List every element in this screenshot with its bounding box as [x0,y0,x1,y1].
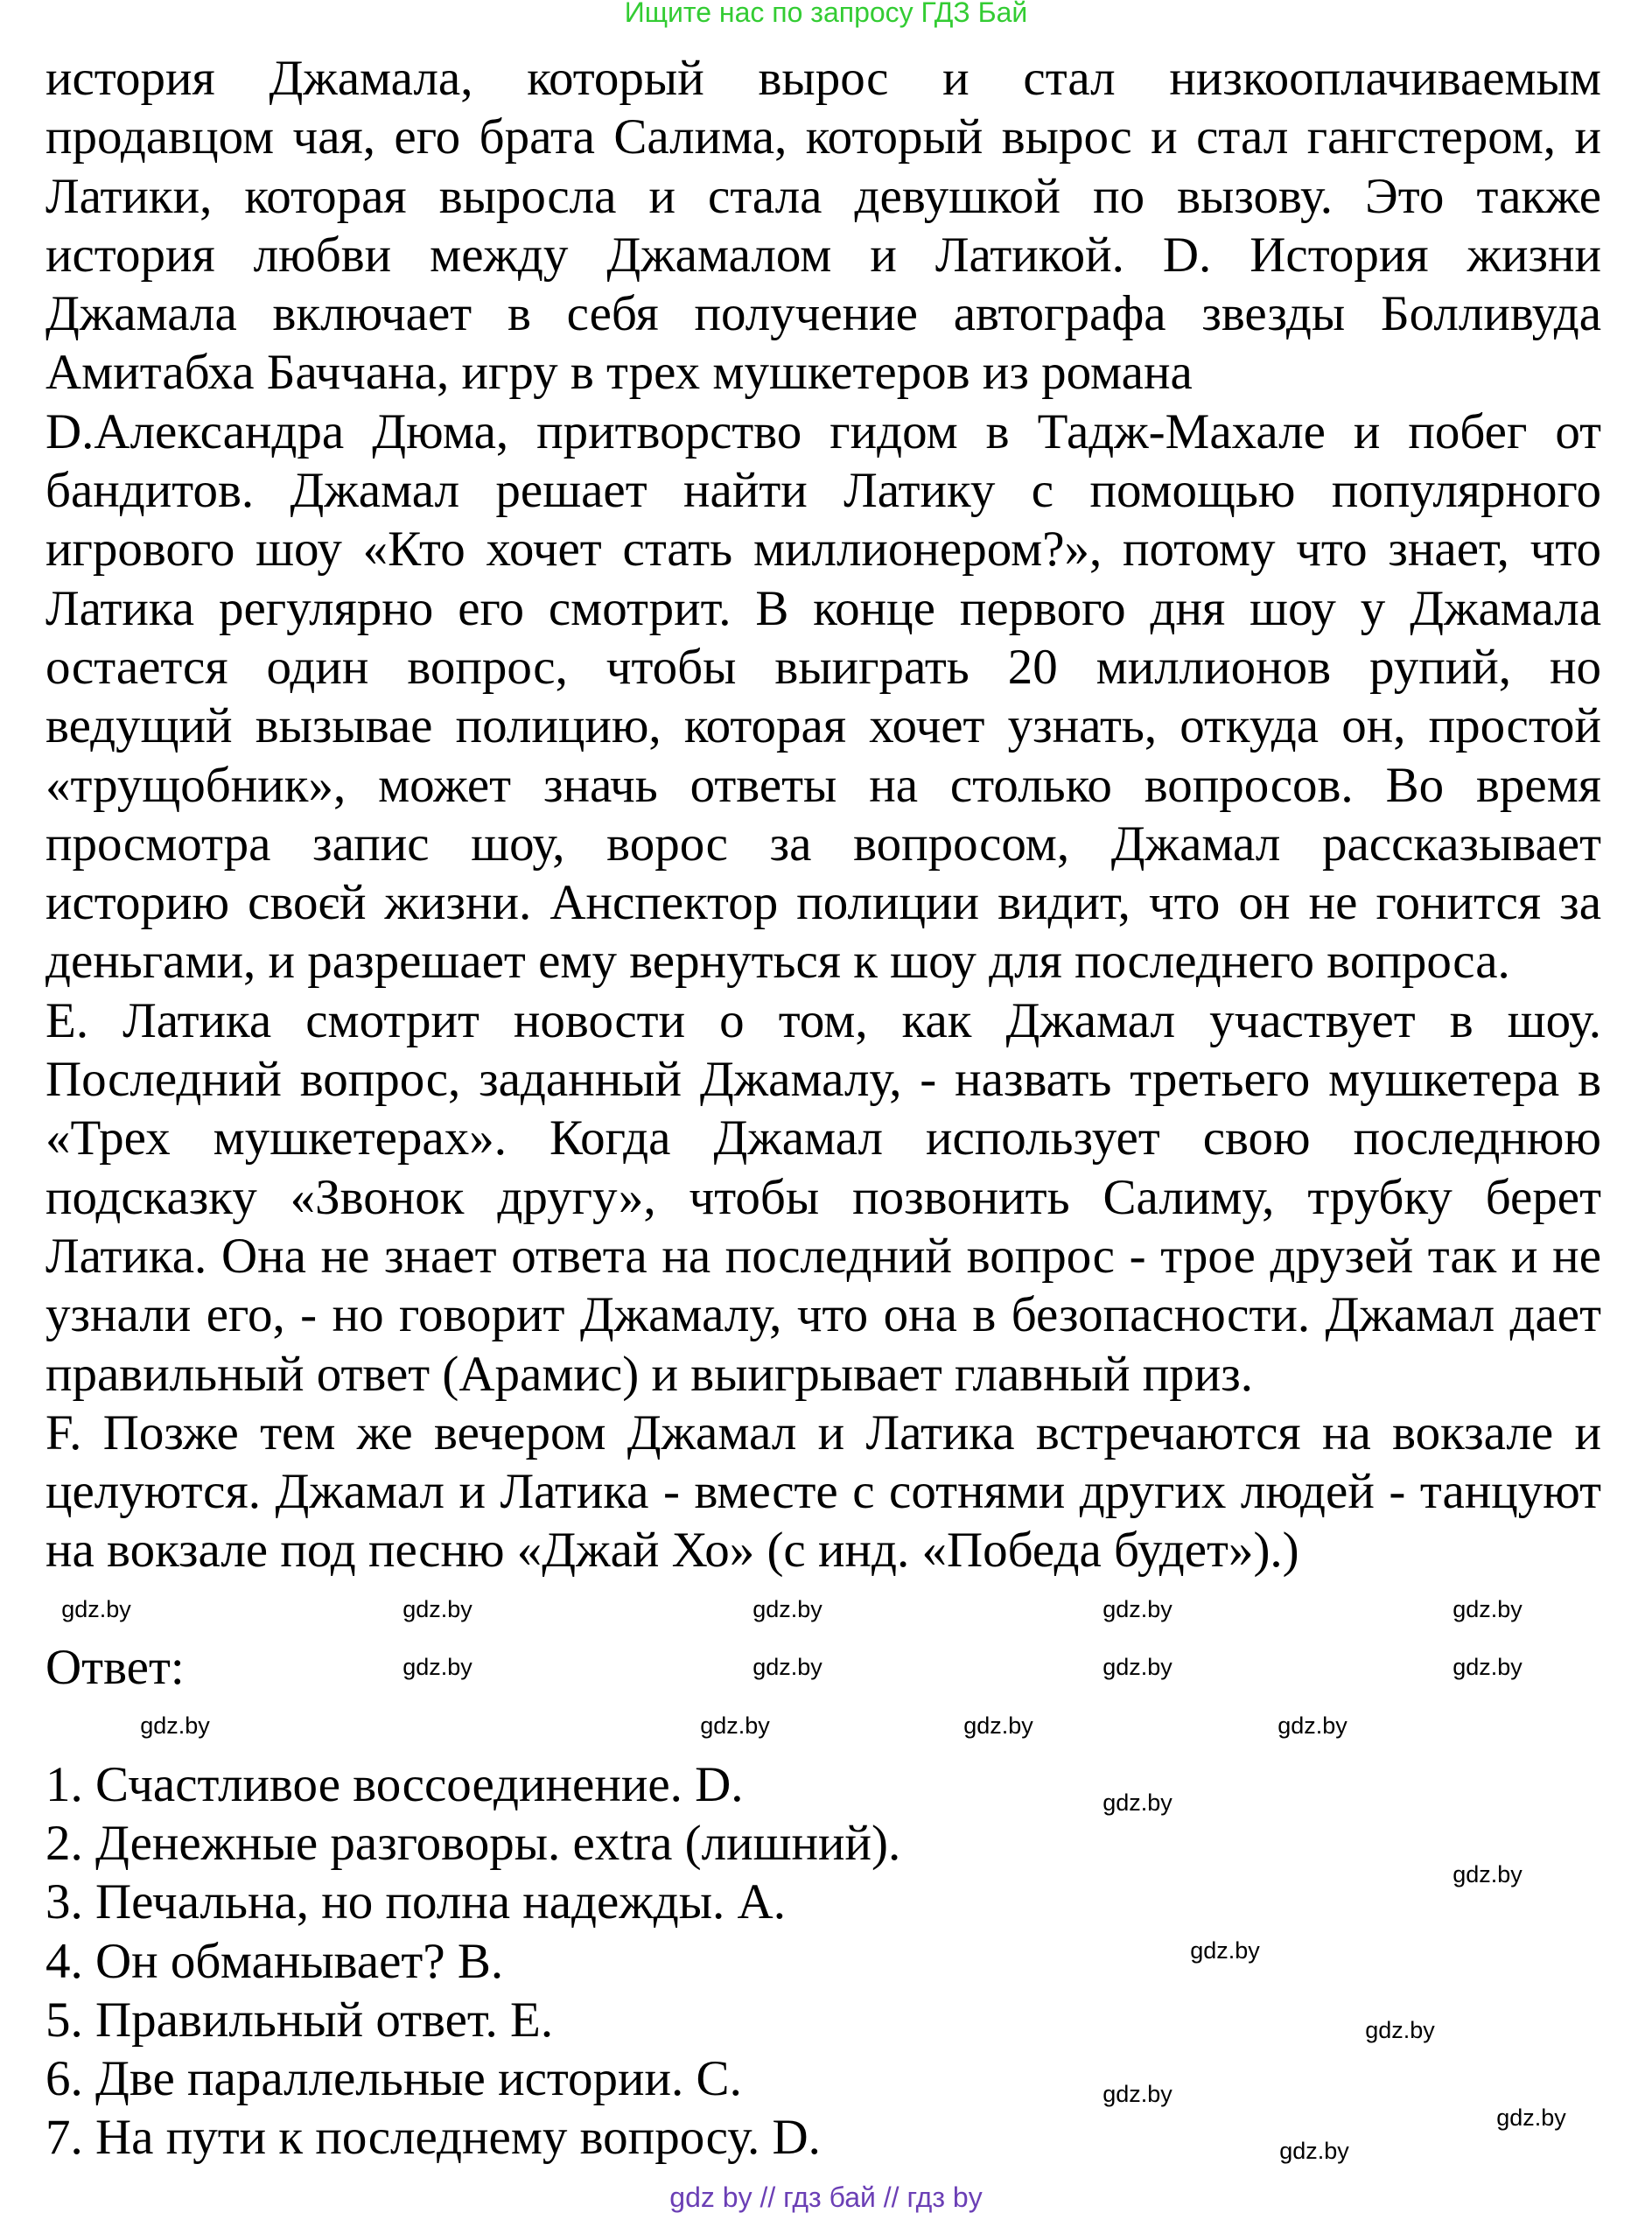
text-line: ведущий вызывае полицию, которая хочет узнать, откуда он, простой [46,698,1601,754]
text-line: просмотра запис шоу, ворос за вопросом, Джамал рассказывает [46,816,1601,872]
answer-item: 5. Правильный ответ. E. [46,1992,554,2048]
watermark: gdz.by [752,1596,822,1622]
text-line: Латика регулярно его смотрит. В конце первого дня шоу у Джамала [46,580,1601,636]
text-line: D.Александра Дюма, притворство гидом в Тадж-Махале и побег от [46,403,1601,459]
watermark: gdz.by [963,1712,1033,1739]
text-line: F. Позже тем же вечером Джамал и Латика встречаются на вокзале и [46,1404,1601,1460]
text-line: бандитов. Джамал решает найти Латику с помощью популярного [46,463,1601,519]
watermark: gdz.by [1496,2104,1566,2131]
text-line: Амитабха Баччана, игру в трех мушкетеров из романа [46,345,1193,401]
watermark: gdz.by [402,1596,472,1622]
watermark: gdz.by [1365,2017,1435,2043]
site-footer: gdz by // гдз бай // гдз by [669,2181,983,2213]
text-line: остается один вопрос, чтобы выиграть 20 миллионов рупий, но [46,639,1601,695]
text-line: E. Латика смотрит новости о том, как Джамал участвует в шоу. [46,992,1601,1048]
search-hint-header: Ищите нас по запросу ГДЗ Бай [624,0,1028,28]
text-line: продавцом чая, его брата Салима, который вырос и стал гангстером, и [46,109,1601,165]
watermark: gdz.by [1102,2081,1172,2107]
answer-item: 6. Две параллельные истории. C. [46,2050,742,2106]
watermark: gdz.by [1278,1712,1348,1739]
watermark: gdz.by [752,1654,822,1680]
answer-heading: Ответ: [46,1640,185,1695]
text-line: история любви между Джамалом и Латикой. D. История жизни [46,227,1601,283]
answer-list [46,1755,900,2167]
text-line: правильный ответ (Арамис) и выигрывает главный приз. [46,1346,1253,1402]
watermark: gdz.by [61,1596,131,1622]
text-line: целуются. Джамал и Латика - вместе с сотнями других людей - танцуют [46,1464,1601,1520]
watermark: gdz.by [1102,1789,1172,1816]
text-line: история Джамала, который вырос и стал низкооплачиваемым [46,51,1601,106]
watermark: gdz.by [1102,1654,1172,1680]
text-line: на вокзале под песню «Джай Хо» (с инд. «Победа будет»).) [46,1523,1299,1579]
text-line: узнали его, - но говорит Джамалу, что она в безопасности. Джамал дает [46,1287,1601,1343]
text-line: Джамала включает в себя получение автографа звезды Болливуда [46,286,1601,342]
text-line: деньгами, и разрешает ему вернуться к шоу для последнего вопроса. [46,934,1510,990]
watermark: gdz.by [1279,2138,1349,2164]
answer-item: 3. Печальна, но полна надежды. A. [46,1874,786,1930]
watermark: gdz.by [1102,1596,1172,1622]
watermark: gdz.by [1190,1937,1260,1964]
watermark: gdz.by [1452,1596,1522,1622]
text-line: подсказку «Звонок другу», чтобы позвонить Салиму, трубку берет [46,1169,1601,1225]
text-line: Последний вопрос, заданный Джамалу, - назвать третьего мушкетера в [46,1052,1601,1108]
watermark: gdz.by [700,1712,770,1739]
text-line: «Трех мушкетерах». Когда Джамал использует свою последнюю [46,1110,1601,1166]
answer-item: 4. Он обманывает? B. [46,1933,504,1989]
answer-item: 7. На пути к последнему вопросу. D. [46,2110,821,2166]
watermark: gdz.by [402,1654,472,1680]
answer-item: 2. Денежные разговоры. extra (лишний). [46,1816,901,1872]
text-line: Латика. Она не знает ответа на последний вопрос - трое друзей так и не [46,1228,1601,1284]
answer-item: 1. Счастливое воссоединение. D. [46,1757,744,1812]
text-line: историю своєй жизни. Анспектор полиции видит, что он не гонится за [46,875,1601,931]
text-line: «трущобник», может значь ответы на столько вопросов. Во время [46,757,1601,813]
text-line: игрового шоу «Кто хочет стать миллионером?», потому что знает, что [46,522,1601,578]
text-line: Латики, которая выросла и стала девушкой по вызову. Это также [46,168,1601,224]
watermark: gdz.by [1452,1861,1522,1887]
story-text [46,49,1601,1580]
watermark: gdz.by [140,1712,210,1739]
watermark: gdz.by [1452,1654,1522,1680]
